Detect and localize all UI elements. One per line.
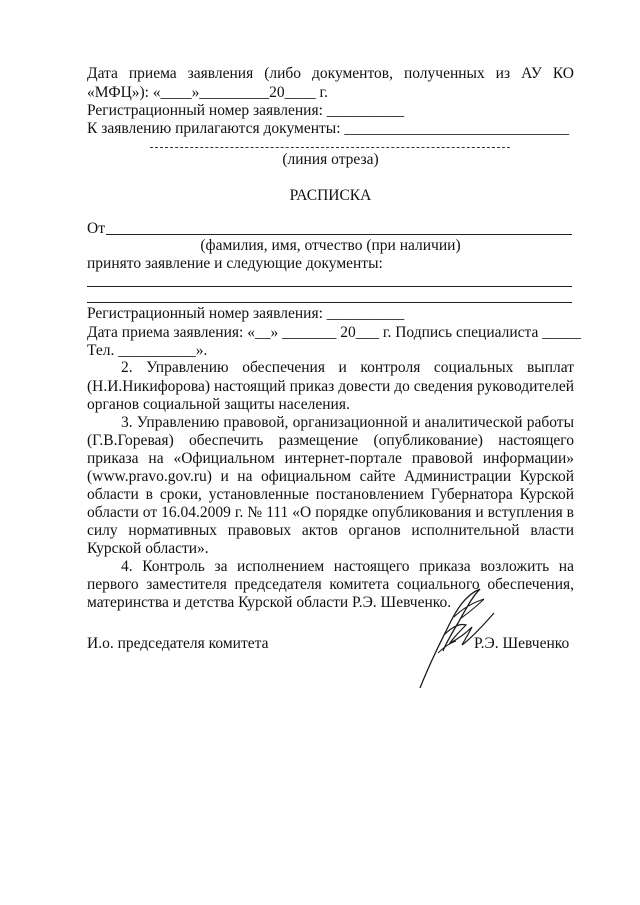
paragraph-2-line-2: (Н.И.Никифорова) настоящий приказ довести до сведения руководителей <box>87 378 574 395</box>
fio-hint: (фамилия, имя, отчество (при наличии) <box>200 237 461 254</box>
receipt-title: РАСПИСКА <box>289 187 372 204</box>
paragraph-4-line-3: материнства и детства Курской области Р.Э. Шевченко. <box>87 594 452 611</box>
from-label: От <box>87 220 105 237</box>
receipt-reg-number: Регистрационный номер заявления: __________ <box>87 305 405 322</box>
paragraph-3-line-7: силу нормативных правовых актов органов исполнительной власти <box>87 522 574 539</box>
header-line-4: К заявлению прилагаются документы: _____________________________ <box>87 120 570 137</box>
accepted-documents-label: принято заявление и следующие документы: <box>87 255 383 272</box>
cut-line-label: (линия отреза) <box>282 151 379 168</box>
header-line-2: «МФЦ»): «____»_________20____ г. <box>87 84 328 101</box>
paragraph-3-line-8: Курской области». <box>87 540 209 557</box>
paragraph-3-line-5: области в сроки, установленные постановлением Губернатора Курской <box>87 486 574 503</box>
header-line-3: Регистрационный номер заявления: __________ <box>87 102 405 119</box>
from-fill-line <box>106 234 572 235</box>
handwritten-signature <box>410 583 500 693</box>
paragraph-3-line-2: (Г.В.Горевая) обеспечить размещение (опубликование) настоящего <box>87 432 574 449</box>
paragraph-4-line-2: первого заместителя председателя комитета социального обеспечения, <box>87 576 574 593</box>
receipt-date-line: Дата приема заявления: «__» _______ 20___ г. Подпись специалиста _____ <box>87 324 582 341</box>
paragraph-3-line-4: (www.pravo.gov.ru) и на официальном сайте Администрации Курской <box>87 468 574 485</box>
documents-fill-line-1 <box>87 286 572 287</box>
paragraph-4-line-1: 4. Контроль за исполнением настоящего приказа возложить на <box>121 558 574 575</box>
signatory-position: И.о. председателя комитета <box>87 635 269 652</box>
cut-line <box>150 147 510 148</box>
documents-fill-line-2 <box>87 302 572 303</box>
paragraph-3-line-3: приказа на «Официальном интернет-портале правовой информации» <box>87 450 574 467</box>
paragraph-3-line-6: области от 16.04.2009 г. № 111 «О порядке опубликования и вступления в <box>87 504 574 521</box>
paragraph-2-line-3: органов социальной защиты населения. <box>87 396 350 413</box>
header-line-1: Дата приема заявления (либо документов, полученных из АУ КО <box>87 65 574 82</box>
paragraph-2-line-1: 2. Управлению обеспечения и контроля социальных выплат <box>121 359 574 376</box>
receipt-phone: Тел. __________». <box>87 342 208 359</box>
paragraph-3-line-1: 3. Управлению правовой, организационной и аналитической работы <box>121 414 574 431</box>
signatory-name: Р.Э. Шевченко <box>474 635 570 652</box>
